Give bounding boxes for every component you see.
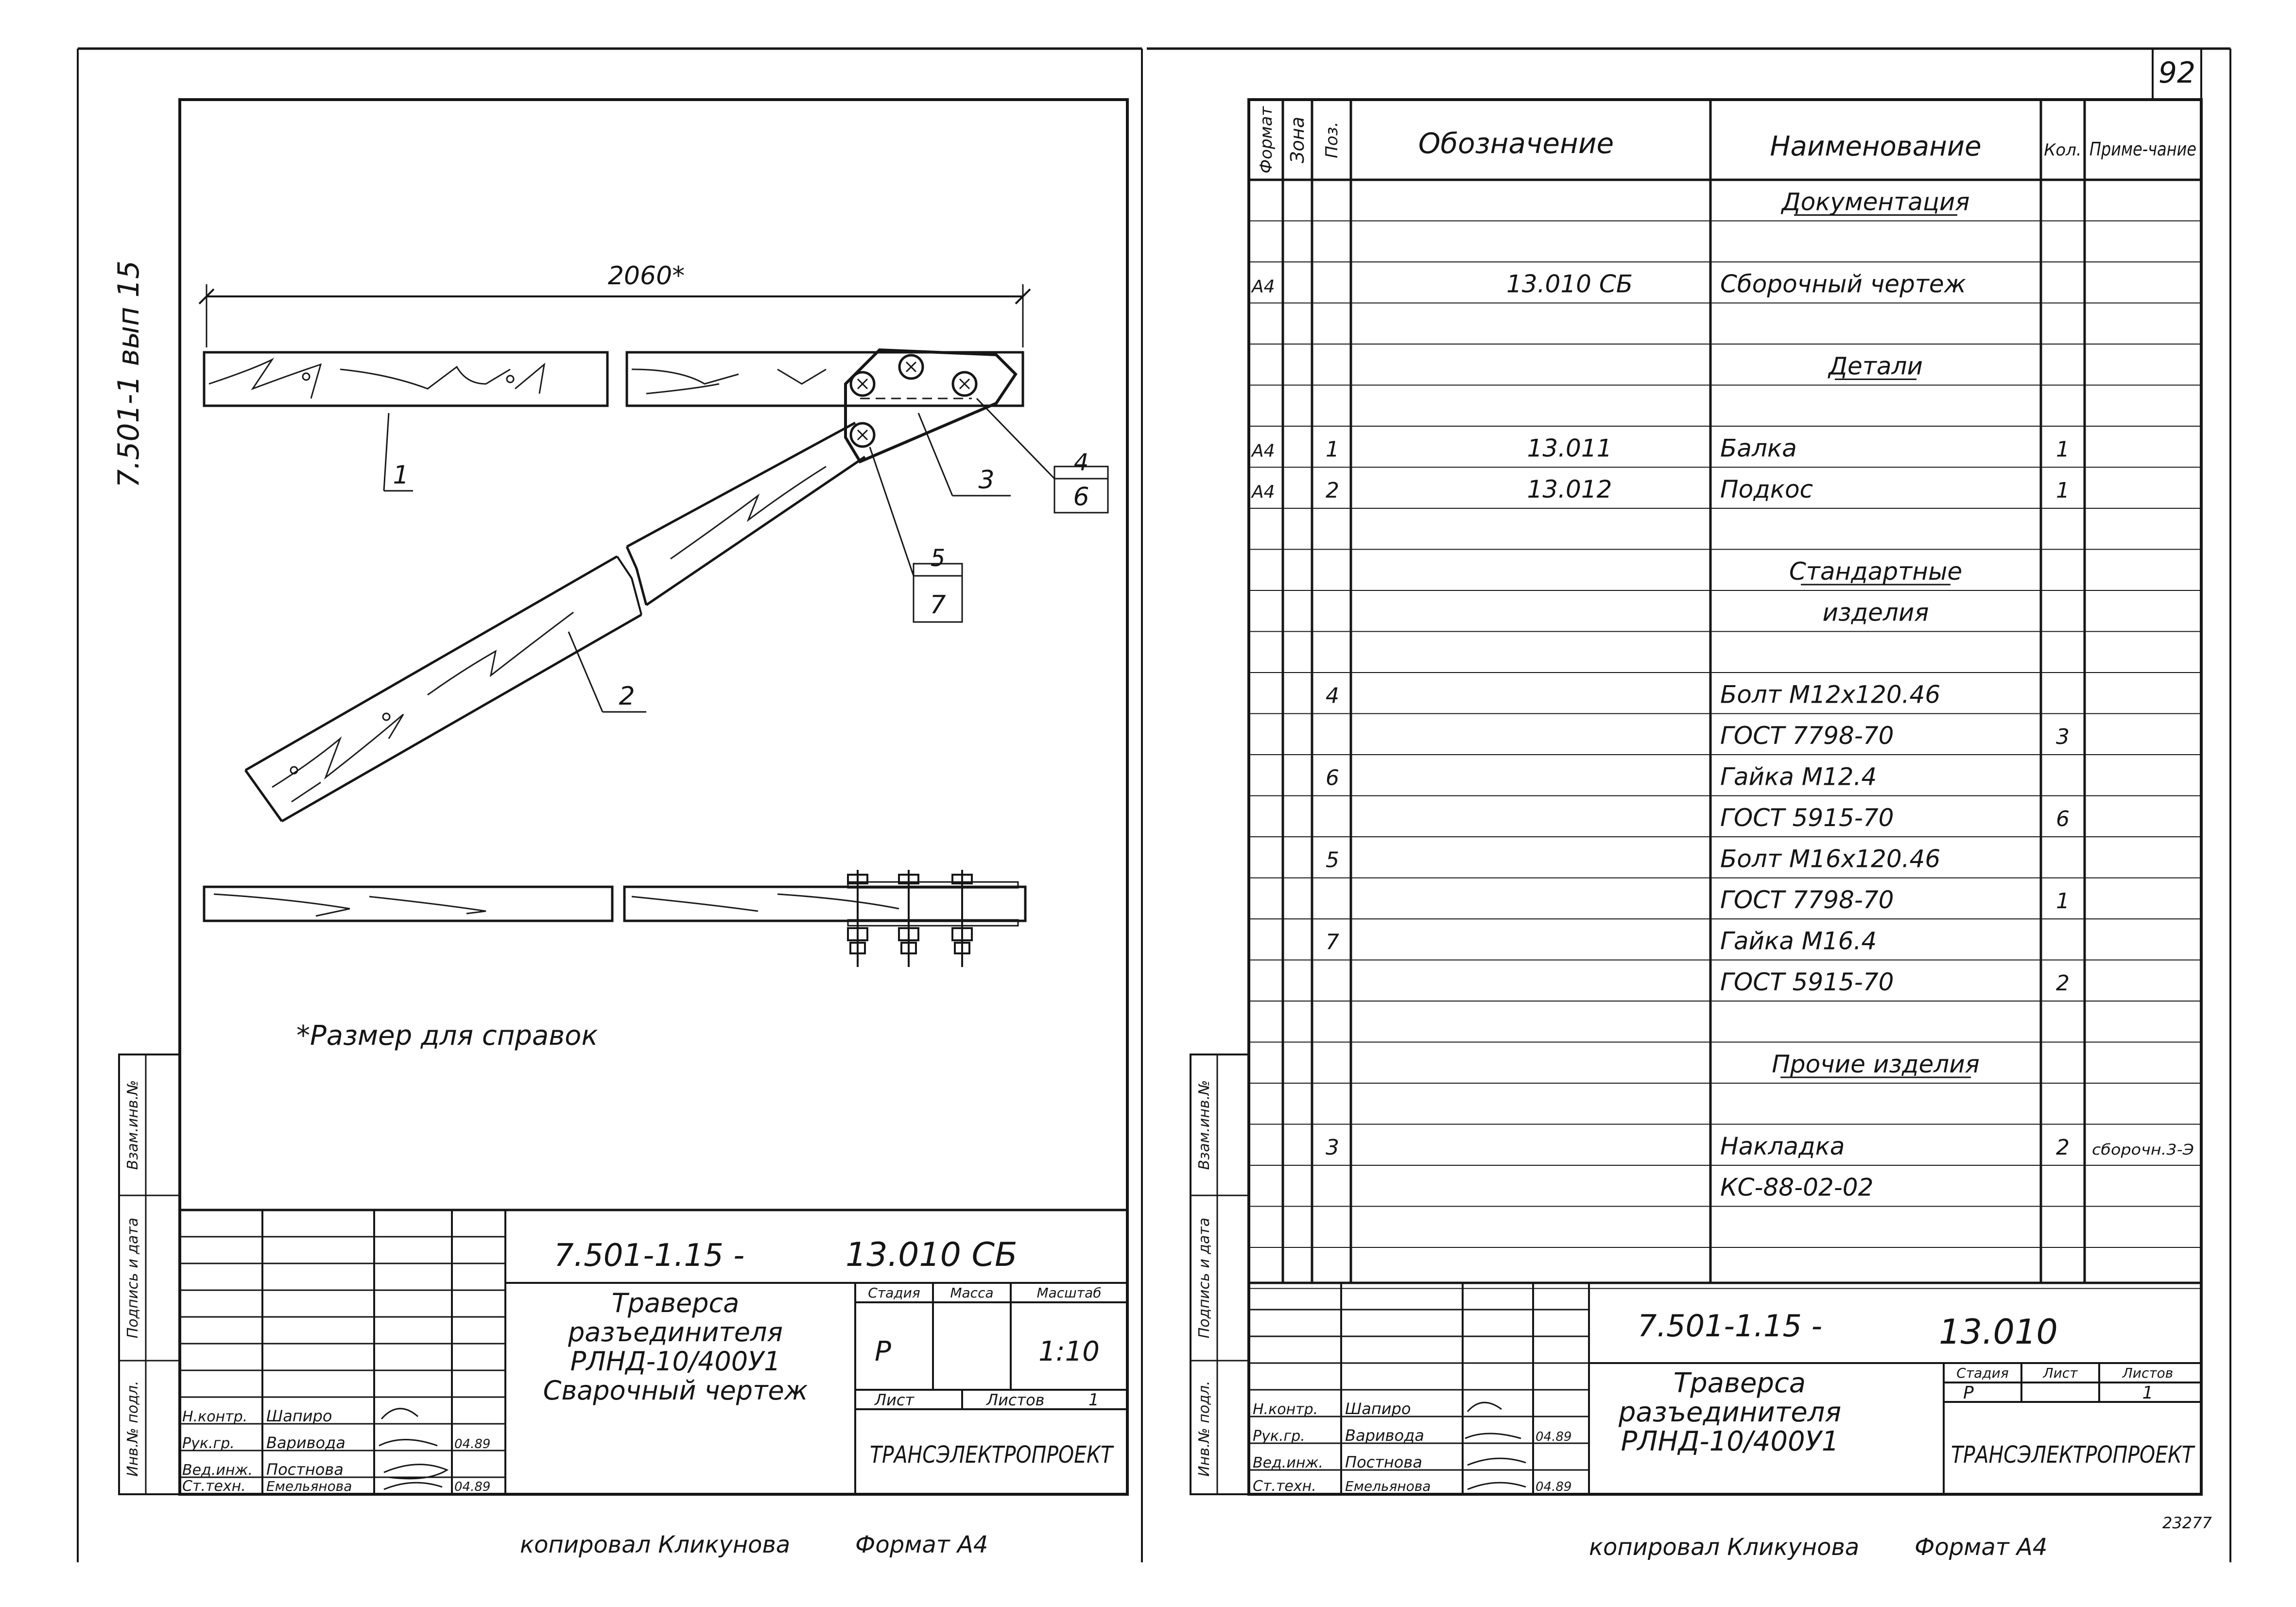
right-stamp-code: 7.501-1.15 - (1638, 1308, 1822, 1344)
left-role-4: Ст.техн. (182, 1478, 246, 1495)
archive-number: 23277 (2162, 1514, 2212, 1532)
spec-row (1251, 475, 2070, 503)
spec-name: ГОСТ 5915-70 (1720, 968, 1894, 996)
right-footer-copied: копировал Кликунова (1589, 1534, 1860, 1561)
spec-quantity: 2 (2056, 1135, 2070, 1160)
spec-name: ГОСТ 7798-70 (1720, 722, 1894, 750)
left-footer-format: Формат А4 (855, 1531, 988, 1558)
spec-position: 5 (1326, 847, 1339, 873)
spec-row (1720, 886, 2070, 914)
right-stamp-sign: Подпись и дата (1196, 1217, 1213, 1339)
left-date-4: 04.89 (454, 1480, 491, 1494)
spec-format: А4 (1252, 441, 1275, 461)
right-stamp-org: ТРАНСЭЛЕКТРОПРОЕКТ (1951, 1441, 2196, 1469)
spec-row (1326, 681, 1940, 709)
right-stamp-title-1: Траверса (1673, 1367, 1806, 1399)
left-role-2: Рук.гр. (182, 1435, 235, 1452)
spec-position: 7 (1326, 930, 1339, 955)
right-stamp-sheet-header: Лист (2043, 1365, 2078, 1381)
header-format: Формат (1257, 106, 1276, 173)
header-designation: Обозначение (1418, 127, 1614, 160)
left-footer-copied: копировал Кликунова (520, 1531, 791, 1558)
spec-name: Накладка (1720, 1132, 1845, 1160)
left-stamp-code: 7.501-1.15 - (554, 1238, 745, 1274)
spec-section-heading: Стандартные (1789, 557, 1963, 586)
spec-row (1326, 845, 1940, 873)
spec-quantity: 2 (2056, 971, 2070, 996)
spec-position: 4 (1326, 683, 1339, 708)
right-stamp-title-3: РЛНД-10/400У1 (1621, 1426, 1839, 1457)
right-name-1: Шапиро (1345, 1400, 1411, 1418)
left-stamp-title-2: разъединителя (568, 1317, 783, 1348)
callout-7: 7 (930, 590, 946, 620)
right-stamp-sheets-header: Листов (2122, 1365, 2174, 1381)
left-stamp-stage-header: Стадия (868, 1285, 920, 1301)
left-stamp-sheets-value: 1 (1088, 1390, 1099, 1410)
dimension-label: 2060* (607, 261, 685, 291)
spec-name: Балка (1720, 434, 1797, 463)
header-qty: Кол. (2044, 140, 2082, 160)
spec-row (1326, 763, 1877, 791)
side-view (204, 870, 1025, 967)
spec-quantity: 1 (2056, 478, 2070, 503)
callout-1: 1 (393, 461, 409, 490)
spec-row (1772, 1050, 1980, 1078)
spec-row (1781, 188, 1970, 216)
spec-position: 3 (1326, 1135, 1339, 1160)
left-stamp-stage: Р (875, 1336, 891, 1367)
spec-name: Болт М12х120.46 (1720, 680, 1941, 709)
left-side-label: 7.501-1 вып 15 (112, 260, 146, 488)
spec-section-heading: Детали (1828, 352, 1923, 380)
right-stamp-doc: 13.010 (1939, 1312, 2058, 1352)
left-role-3: Вед.инж. (182, 1462, 253, 1479)
spec-note: сборочн.3-Э (2092, 1141, 2194, 1158)
spec-position: 6 (1326, 765, 1339, 791)
right-name-2: Варивода (1345, 1426, 1424, 1445)
left-name-4: Емельянова (266, 1478, 352, 1494)
right-stamp-title-2: разъединителя (1618, 1397, 1842, 1428)
left-stamp-vzam: Взам.инв.№ (124, 1080, 141, 1170)
header-note: Приме-чание (2089, 138, 2196, 160)
left-side-stamp (119, 1054, 180, 1494)
left-stamp-mass-header: Масса (950, 1285, 994, 1301)
right-side-stamp (1191, 1054, 1249, 1494)
left-title-block (180, 1210, 1127, 1495)
spec-section-heading: Документация (1781, 188, 1970, 216)
right-role-3: Вед.инж. (1253, 1454, 1323, 1471)
right-date-2: 04.89 (1536, 1430, 1572, 1444)
spec-name: КС-88-02-02 (1720, 1173, 1874, 1202)
right-date-4: 04.89 (1536, 1480, 1572, 1494)
spec-row (1720, 722, 2070, 750)
left-name-1: Шапиро (266, 1407, 332, 1425)
callout-3: 3 (978, 466, 995, 495)
right-name-3: Постнова (1345, 1453, 1422, 1471)
spec-row (1251, 270, 1966, 298)
spec-section-heading: Прочие изделия (1772, 1050, 1980, 1078)
header-pos: Поз. (1322, 121, 1342, 158)
left-stamp-sign: Подпись и дата (124, 1217, 141, 1339)
spec-row (1251, 434, 2070, 463)
right-role-1: Н.контр. (1253, 1401, 1318, 1418)
dimension-2060 (199, 261, 1030, 347)
spec-row (1326, 1132, 2194, 1160)
spec-name: Сборочный чертеж (1720, 270, 1966, 298)
reference-note: *Размер для справок (296, 1020, 598, 1052)
spec-section-heading: изделия (1822, 598, 1929, 627)
left-stamp-sheet-label: Лист (875, 1391, 915, 1409)
right-role-4: Ст.техн. (1253, 1478, 1316, 1495)
left-stamp-title-1: Траверса (611, 1288, 740, 1318)
spec-name: Гайка М16.4 (1720, 927, 1877, 955)
page-number: 92 (2158, 56, 2196, 90)
left-stamp-title-3: РЛНД-10/400У1 (570, 1346, 781, 1377)
right-signatures (1465, 1402, 1526, 1489)
spec-row (1823, 599, 1929, 627)
page-number-box (2153, 49, 2201, 100)
strut-top-view (245, 423, 865, 821)
right-role-2: Рук.гр. (1253, 1428, 1305, 1445)
spec-row (1326, 927, 1877, 955)
right-stamp-sheets-value: 1 (2142, 1383, 2154, 1403)
spec-quantity: 1 (2056, 437, 2070, 462)
spec-row (1720, 968, 2070, 996)
spec-name: Гайка М12.4 (1720, 762, 1877, 791)
spec-name: Подкос (1720, 475, 1813, 503)
callout-5: 5 (930, 545, 946, 572)
left-name-2: Варивода (266, 1434, 345, 1452)
spec-designation: 13.011 (1527, 434, 1612, 463)
right-stamp-stage-header: Стадия (1956, 1365, 2009, 1381)
right-title-block (1249, 1283, 2201, 1495)
spec-designation: 13.012 (1527, 475, 1612, 503)
spec-position: 2 (1326, 478, 1339, 503)
spec-quantity: 3 (2056, 725, 2070, 749)
header-name: Наименование (1770, 131, 1982, 162)
callout-4: 4 (1073, 449, 1089, 476)
left-stamp-inv: Инв.№ подл. (124, 1381, 141, 1477)
right-stamp-stage: Р (1963, 1383, 1974, 1403)
spec-row (1720, 1174, 1873, 1202)
right-stamp-inv: Инв.№ подл. (1196, 1381, 1213, 1477)
spec-format: А4 (1252, 482, 1275, 502)
spec-quantity: 1 (2056, 889, 2070, 914)
spec-format: А4 (1252, 276, 1275, 297)
spec-name: ГОСТ 5915-70 (1720, 804, 1894, 832)
spec-row (1720, 804, 2070, 832)
left-stamp-sheets-label: Листов (986, 1391, 1045, 1409)
left-stamp-doc: 13.010 СБ (846, 1236, 1018, 1274)
left-date-2: 04.89 (454, 1437, 491, 1451)
right-name-4: Емельянова (1345, 1478, 1431, 1494)
callout-2: 2 (619, 682, 635, 711)
left-stamp-org: ТРАНСЭЛЕКТРОПРОЕКТ (870, 1441, 1115, 1469)
spec-name: ГОСТ 7798-70 (1720, 886, 1894, 914)
header-zone: Зона (1287, 117, 1308, 163)
left-name-3: Постнова (266, 1460, 344, 1479)
right-footer-format: Формат А4 (1915, 1534, 2048, 1561)
right-stamp-vzam: Взам.инв.№ (1196, 1080, 1213, 1170)
spec-row (1828, 352, 1923, 380)
callout-6: 6 (1073, 483, 1089, 512)
spec-row (1789, 557, 1962, 586)
left-role-1: Н.контр. (182, 1408, 248, 1425)
spec-name: Болт М16х120.46 (1720, 845, 1941, 873)
spec-position: 1 (1326, 437, 1339, 462)
left-stamp-scale: 1:10 (1038, 1336, 1100, 1367)
left-stamp-title-4: Сварочный чертеж (543, 1375, 808, 1406)
left-stamp-scale-header: Масштаб (1036, 1285, 1102, 1301)
spec-quantity: 6 (2056, 807, 2070, 831)
beam-top-view (204, 350, 1023, 462)
spec-designation: 13.010 СБ (1506, 270, 1633, 298)
